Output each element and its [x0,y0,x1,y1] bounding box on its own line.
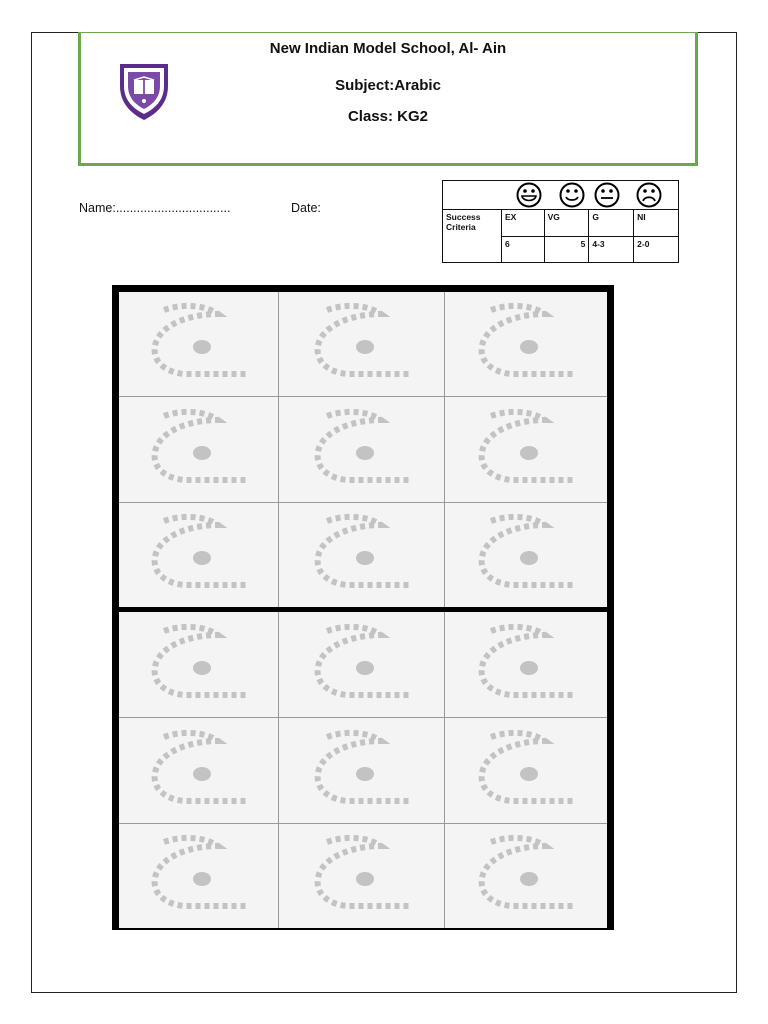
grade-ex: EX [502,210,545,237]
school-name: New Indian Model School, Al- Ain [269,40,507,57]
dotted-arabic-letter-jeem-icon [471,623,581,707]
tracing-cell[interactable] [445,612,607,718]
tracing-cell[interactable] [445,503,607,607]
tracing-cell[interactable] [279,292,445,397]
dotted-arabic-letter-jeem-icon [307,302,417,386]
tracing-cell[interactable] [119,718,279,824]
criteria-label: Success Criteria [443,210,502,263]
tracing-cell[interactable] [445,718,607,824]
tracing-cell[interactable] [279,824,445,928]
dotted-arabic-letter-jeem-icon [144,729,254,813]
dotted-arabic-letter-jeem-icon [471,408,581,492]
dotted-arabic-letter-jeem-icon [144,834,254,918]
tracing-cell[interactable] [445,397,607,503]
grade-ni: NI [634,210,679,237]
dotted-arabic-letter-jeem-icon [144,408,254,492]
tracing-cell[interactable] [119,824,279,928]
grinning-face-icon [515,182,543,208]
score-g: 4-3 [589,236,634,263]
dotted-arabic-letter-jeem-icon [307,408,417,492]
sad-face-icon [635,182,663,208]
tracing-cell[interactable] [279,503,445,607]
dotted-arabic-letter-jeem-icon [307,834,417,918]
tracing-cell[interactable] [279,718,445,824]
tracing-cell[interactable] [445,292,607,397]
subject-label: Subject:Arabic [335,77,441,94]
dotted-arabic-letter-jeem-icon [307,513,417,597]
dotted-arabic-letter-jeem-icon [471,302,581,386]
dotted-arabic-letter-jeem-icon [307,623,417,707]
faces-row [443,181,679,210]
class-label: Class: KG2 [347,108,429,125]
dotted-arabic-letter-jeem-icon [471,513,581,597]
dotted-arabic-letter-jeem-icon [144,513,254,597]
grade-vg: VG [544,210,589,237]
tracing-cell[interactable] [279,612,445,718]
dotted-arabic-letter-jeem-icon [471,729,581,813]
tracing-cell[interactable] [445,824,607,928]
tracing-cell[interactable] [119,292,279,397]
score-ex: 6 [502,236,545,263]
tracing-cell[interactable] [119,503,279,607]
tracing-grid [112,285,614,930]
dotted-arabic-letter-jeem-icon [144,623,254,707]
grade-g: G [589,210,634,237]
date-field[interactable]: Date: [291,201,321,215]
score-vg: 5 [544,236,589,263]
tracing-cell[interactable] [119,397,279,503]
dotted-arabic-letter-jeem-icon [144,302,254,386]
smiling-face-icon [558,182,586,208]
tracing-grid-cells [119,292,607,923]
tracing-cell[interactable] [279,397,445,503]
neutral-face-icon [593,182,621,208]
dotted-arabic-letter-jeem-icon [471,834,581,918]
name-field[interactable]: Name:................................. [79,201,231,215]
tracing-cell[interactable] [119,612,279,718]
success-criteria-table [442,180,679,263]
dotted-arabic-letter-jeem-icon [307,729,417,813]
score-ni: 2-0 [634,236,679,263]
